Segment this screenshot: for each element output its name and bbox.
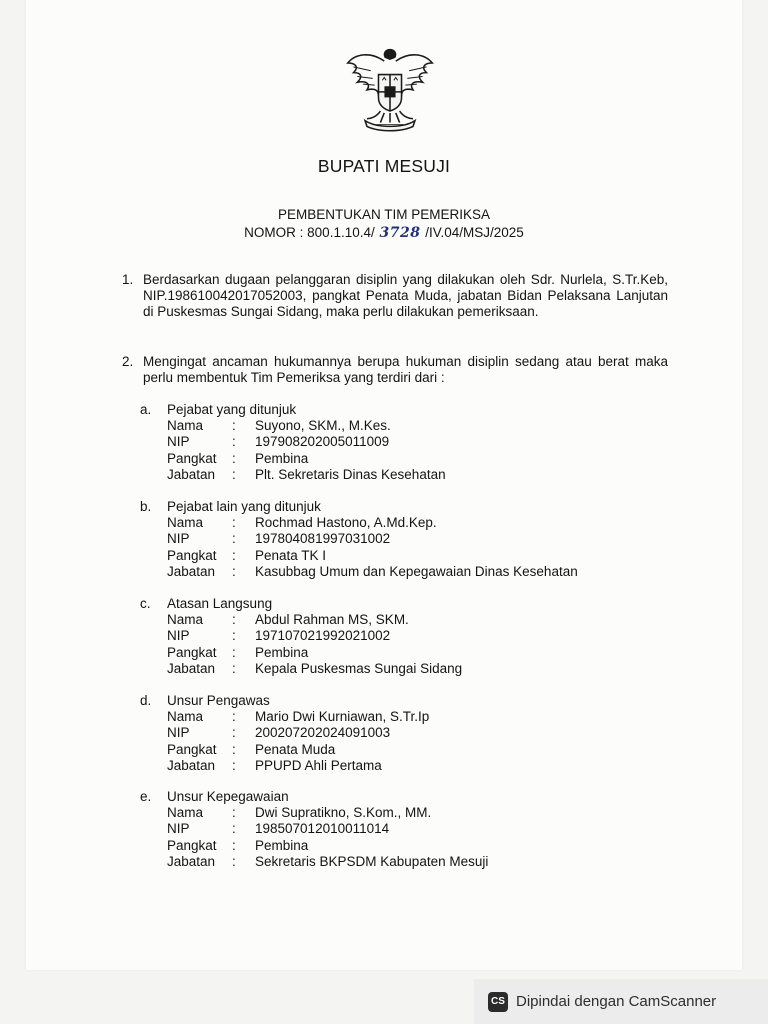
- document-subtitle: PEMBENTUKAN TIM PEMERIKSA: [277, 207, 491, 222]
- field-value: Penata TK I: [255, 547, 327, 563]
- field-label: Jabatan: [167, 757, 216, 773]
- field-colon: :: [232, 644, 236, 660]
- section-letter: b.: [140, 499, 152, 514]
- field-label: Pangkat: [167, 741, 217, 757]
- field-colon: :: [232, 837, 236, 853]
- field-colon: :: [232, 709, 236, 725]
- field-label: Pangkat: [167, 450, 217, 466]
- field-colon: :: [232, 805, 236, 821]
- field-label: Nama: [167, 612, 204, 628]
- section-title: Pejabat yang ditunjuk: [167, 402, 297, 417]
- field-value: Mario Dwi Kurniawan, S.Tr.Ip: [255, 709, 430, 725]
- field-colon: :: [232, 741, 236, 757]
- field-colon: :: [232, 434, 236, 450]
- document-title: BUPATI MESUJI: [317, 156, 451, 176]
- nomor-prefix: NOMOR : 800.1.10.4/: [244, 225, 375, 240]
- field-label: NIP: [167, 821, 190, 837]
- field-value: Rochmad Hastono, A.Md.Kep.: [255, 515, 437, 531]
- field-value: 197107021992021002: [255, 628, 391, 644]
- paragraph-2: [122, 354, 668, 386]
- field-colon: :: [232, 531, 236, 547]
- section-title: Unsur Kepegawaian: [167, 789, 289, 804]
- nomor-handwritten: 3728: [379, 225, 421, 241]
- field-value: Penata Muda: [255, 741, 336, 757]
- section-letter: c.: [140, 596, 151, 611]
- field-label: Jabatan: [167, 563, 216, 579]
- field-label: Pangkat: [167, 837, 217, 853]
- field-colon: :: [232, 563, 236, 579]
- paragraph-1: [122, 272, 668, 321]
- field-value: Pembina: [255, 450, 309, 466]
- field-colon: :: [232, 515, 236, 531]
- field-value: 197804081997031002: [255, 531, 391, 547]
- field-colon: :: [232, 547, 236, 563]
- field-value: Dwi Supratikno, S.Kom., MM.: [255, 805, 432, 821]
- camscanner-logo-icon: CS: [488, 992, 508, 1012]
- field-value: Plt. Sekretaris Dinas Kesehatan: [255, 466, 446, 482]
- field-label: Pangkat: [167, 644, 217, 660]
- section-letter: d.: [140, 693, 152, 708]
- field-colon: :: [232, 660, 236, 676]
- paragraph-text: Berdasarkan dugaan pelanggaran disiplin yang dilakukan oleh Sdr. Nurlela, S.Tr.Keb, NIP.198610042017052003, pangkat Penata Muda, jabatan Bidan Pelaksana Lanjutan di Puskesmas Sungai Sidang, maka perlu dilakukan pemeriksaan.: [143, 272, 668, 320]
- field-value: 197908202005011009: [255, 434, 390, 450]
- field-label: Jabatan: [167, 853, 216, 869]
- camscanner-text: Dipindai dengan CamScanner: [516, 993, 717, 1010]
- document-number: [0, 225, 768, 241]
- field-colon: :: [232, 725, 236, 741]
- nomor-suffix: /IV.04/MSJ/2025: [425, 225, 524, 240]
- field-value: Pembina: [255, 644, 309, 660]
- field-colon: :: [232, 612, 236, 628]
- field-value: Kepala Puskesmas Sungai Sidang: [255, 660, 463, 676]
- section-letter: e.: [140, 789, 152, 804]
- field-colon: :: [232, 853, 236, 869]
- section-letter: a.: [140, 402, 152, 417]
- field-label: NIP: [167, 628, 190, 644]
- garuda-emblem-icon: [342, 40, 438, 136]
- camscanner-watermark: [474, 979, 768, 1024]
- field-value: Pembina: [255, 837, 309, 853]
- field-value: Suyono, SKM., M.Kes.: [255, 418, 391, 434]
- field-label: Jabatan: [167, 466, 216, 482]
- field-label: NIP: [167, 725, 190, 741]
- paragraph-number: 2.: [122, 354, 134, 369]
- field-value: 198507012010011014: [255, 821, 390, 837]
- field-label: Nama: [167, 709, 204, 725]
- field-colon: :: [232, 418, 236, 434]
- paragraph-text: Mengingat ancaman hukumannya berupa hukuman disiplin sedang atau berat maka perlu membentuk Tim Pemeriksa yang terdiri dari :: [143, 354, 668, 386]
- field-value: Sekretaris BKPSDM Kabupaten Mesuji: [255, 853, 489, 869]
- field-colon: :: [232, 821, 236, 837]
- section-title: Pejabat lain yang ditunjuk: [167, 499, 321, 514]
- paragraph-number: 1.: [122, 272, 134, 287]
- field-value: 200207202024091003: [255, 725, 391, 741]
- field-label: Pangkat: [167, 547, 217, 563]
- field-value: Kasubbag Umum dan Kepegawaian Dinas Kesehatan: [255, 563, 578, 579]
- field-label: Nama: [167, 515, 204, 531]
- field-colon: :: [232, 450, 236, 466]
- field-value: PPUPD Ahli Pertama: [255, 757, 382, 773]
- field-label: Jabatan: [167, 660, 216, 676]
- field-colon: :: [232, 466, 236, 482]
- section-title: Atasan Langsung: [167, 596, 273, 611]
- field-value: Abdul Rahman MS, SKM.: [255, 612, 409, 628]
- field-label: Nama: [167, 418, 204, 434]
- field-label: NIP: [167, 531, 190, 547]
- section-title: Unsur Pengawas: [167, 693, 270, 708]
- field-label: NIP: [167, 434, 190, 450]
- field-label: Nama: [167, 805, 204, 821]
- field-colon: :: [232, 628, 236, 644]
- field-colon: :: [232, 757, 236, 773]
